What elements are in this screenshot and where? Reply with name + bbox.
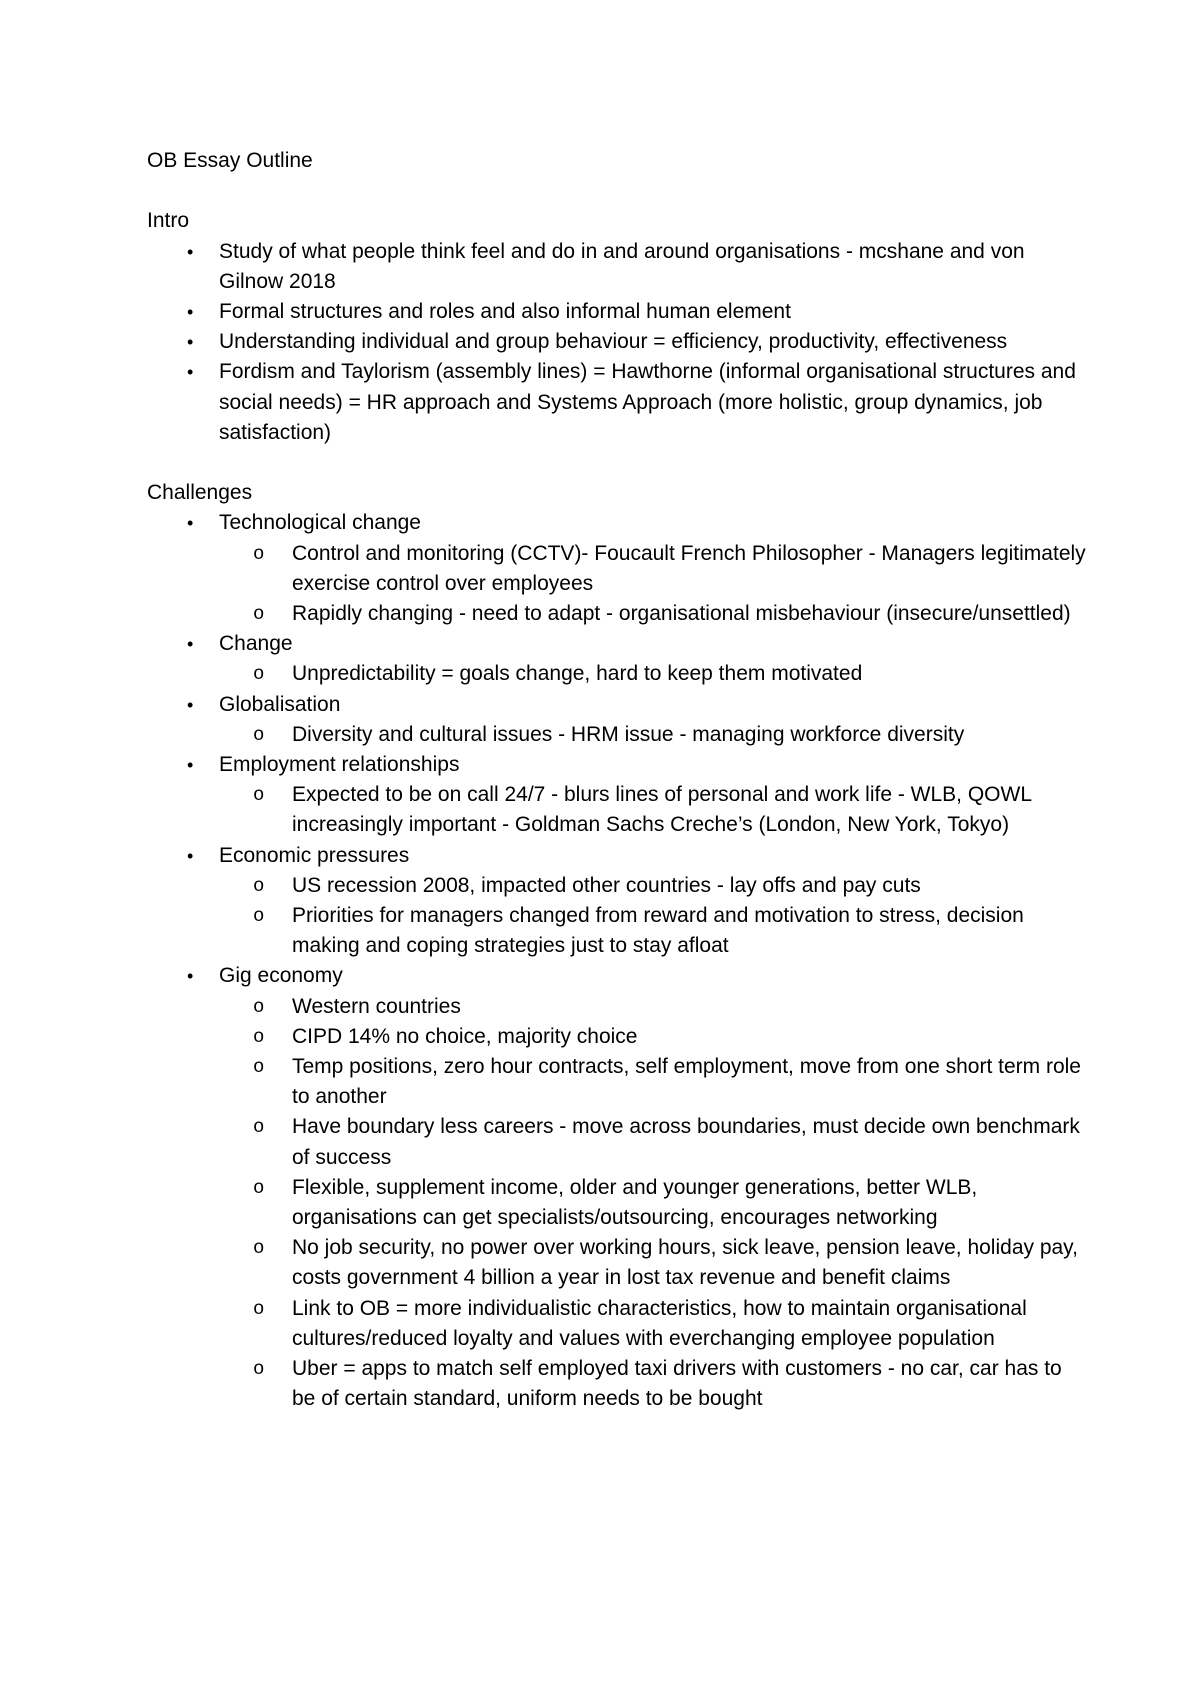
sub-list-item-text: CIPD 14% no choice, majority choice bbox=[292, 1024, 638, 1048]
bullet-dot-icon: • bbox=[187, 362, 194, 383]
bullet-circle-icon: o bbox=[253, 1237, 265, 1260]
spacer bbox=[147, 448, 1087, 478]
bullet-dot-icon: • bbox=[187, 845, 194, 866]
list-item-text: Fordism and Taylorism (assembly lines) = Hawthorne (informal organisational structures and social needs) = HR approach and Systems Approach (more holistic, group dynamics, job satisfaction) bbox=[219, 360, 1076, 444]
bullet-circle-icon: o bbox=[253, 1025, 265, 1048]
sub-bullet-list bbox=[219, 992, 1087, 1415]
bullet-dot-icon: • bbox=[187, 302, 194, 322]
bullet-circle-icon: o bbox=[253, 1358, 265, 1381]
document-title: OB Essay Outline bbox=[147, 149, 313, 172]
sub-list-item bbox=[219, 720, 1087, 750]
sub-list-item-text: Unpredictability = goals change, hard to keep them motivated bbox=[292, 662, 863, 686]
bullet-list bbox=[147, 237, 1087, 448]
sub-list-item bbox=[219, 1354, 1087, 1414]
sub-list-item bbox=[219, 1112, 1087, 1172]
bullet-dot-icon: • bbox=[187, 513, 194, 534]
sub-list-item bbox=[219, 659, 1087, 689]
sub-list-item-text: Priorities for managers changed from reward and motivation to stress, decision making and coping strategies just to stay afloat bbox=[292, 904, 1024, 958]
sub-bullet-list bbox=[219, 659, 1087, 689]
sub-list-item bbox=[219, 599, 1087, 629]
bullet-circle-icon: o bbox=[253, 723, 265, 746]
document-sections bbox=[147, 206, 1087, 1414]
sub-list-item bbox=[219, 901, 1087, 961]
sub-list-item bbox=[219, 1173, 1087, 1233]
list-item-text: Change bbox=[219, 632, 293, 656]
sub-list-item bbox=[219, 1233, 1087, 1293]
bullet-circle-icon: o bbox=[253, 995, 265, 1018]
bullet-circle-icon: o bbox=[253, 905, 265, 928]
list-item-text: Understanding individual and group behaviour = efficiency, productivity, effectiveness bbox=[219, 330, 1008, 354]
sub-bullet-list bbox=[219, 780, 1087, 840]
sub-list-item bbox=[219, 539, 1087, 599]
section-heading: Intro bbox=[147, 209, 190, 233]
sub-bullet-list bbox=[219, 539, 1087, 630]
list-item-text: Gig economy bbox=[219, 964, 343, 988]
list-item bbox=[147, 629, 1087, 689]
bullet-circle-icon: o bbox=[253, 603, 265, 626]
sub-list-item-text: Rapidly changing - need to adapt - organisational misbehaviour (insecure/unsettled) bbox=[292, 602, 1071, 626]
sub-list-item-text: Control and monitoring (CCTV)- Foucault French Philosopher - Managers legitimately exercise control over employees bbox=[292, 541, 1086, 595]
bullet-circle-icon: o bbox=[253, 1116, 265, 1139]
bullet-circle-icon: o bbox=[253, 1176, 265, 1199]
list-item bbox=[147, 841, 1087, 962]
list-item bbox=[147, 357, 1087, 448]
sub-list-item bbox=[219, 1052, 1087, 1112]
sub-list-item bbox=[219, 992, 1087, 1022]
document-content bbox=[147, 146, 1087, 1415]
list-item-text: Study of what people think feel and do in and around organisations - mcshane and von Gilnow 2018 bbox=[219, 239, 1025, 293]
list-item-text: Economic pressures bbox=[219, 843, 410, 867]
sub-list-item-text: Temp positions, zero hour contracts, self employment, move from one short term role to another bbox=[292, 1055, 1081, 1109]
sub-bullet-list bbox=[219, 720, 1087, 750]
bullet-dot-icon: • bbox=[187, 241, 194, 262]
bullet-circle-icon: o bbox=[253, 784, 265, 807]
sub-list-item bbox=[219, 780, 1087, 840]
bullet-circle-icon: o bbox=[253, 542, 265, 565]
bullet-circle-icon: o bbox=[253, 663, 265, 686]
sub-list-item-text: Diversity and cultural issues - HRM issue - managing workforce diversity bbox=[292, 722, 965, 746]
bullet-dot-icon: • bbox=[187, 694, 194, 715]
sub-bullet-list bbox=[219, 871, 1087, 962]
spacer bbox=[147, 176, 1087, 206]
list-item bbox=[147, 508, 1087, 629]
bullet-circle-icon: o bbox=[253, 874, 265, 897]
list-item bbox=[147, 690, 1087, 750]
sub-list-item bbox=[219, 1294, 1087, 1354]
list-item bbox=[147, 297, 1087, 327]
bullet-circle-icon: o bbox=[253, 1056, 265, 1079]
sub-list-item-text: No job security, no power over working hours, sick leave, pension leave, holiday pay, costs government 4 billion a year in lost tax revenue and benefit claims bbox=[292, 1236, 1078, 1290]
bullet-dot-icon: • bbox=[187, 755, 194, 776]
sub-list-item-text: Link to OB = more individualistic characteristics, how to maintain organisational cultures/reduced loyalty and values with everchanging employee population bbox=[292, 1296, 1027, 1350]
list-item bbox=[147, 327, 1087, 357]
list-item-text: Employment relationships bbox=[219, 753, 460, 777]
list-item-text: Technological change bbox=[219, 511, 421, 535]
sub-list-item-text: Expected to be on call 24/7 - blurs lines of personal and work life - WLB, QOWL increasingly important - Goldman Sachs Creche’s (London, New York, Tokyo) bbox=[292, 783, 1032, 837]
list-item-text: Formal structures and roles and also informal human element bbox=[219, 300, 791, 323]
list-item bbox=[147, 961, 1087, 1414]
bullet-dot-icon: • bbox=[187, 634, 194, 655]
sub-list-item-text: Western countries bbox=[292, 994, 461, 1018]
list-item bbox=[147, 237, 1087, 297]
list-item bbox=[147, 750, 1087, 841]
sub-list-item-text: Have boundary less careers - move across boundaries, must decide own benchmark of success bbox=[292, 1115, 1080, 1169]
sub-list-item-text: US recession 2008, impacted other countries - lay offs and pay cuts bbox=[292, 873, 921, 897]
sub-list-item bbox=[219, 871, 1087, 901]
bullet-dot-icon: • bbox=[187, 966, 194, 987]
list-item-text: Globalisation bbox=[219, 692, 341, 716]
bullet-circle-icon: o bbox=[253, 1297, 265, 1320]
bullet-dot-icon: • bbox=[187, 332, 194, 353]
sub-list-item-text: Flexible, supplement income, older and younger generations, better WLB, organisations can get specialists/outsourcing, encourages networking bbox=[292, 1175, 978, 1230]
sub-list-item-text: Uber = apps to match self employed taxi drivers with customers - no car, car has to be of certain standard, uniform needs to be bought bbox=[292, 1357, 1062, 1411]
sub-list-item bbox=[219, 1022, 1087, 1052]
section-heading: Challenges bbox=[147, 481, 253, 505]
bullet-list bbox=[147, 508, 1087, 1414]
